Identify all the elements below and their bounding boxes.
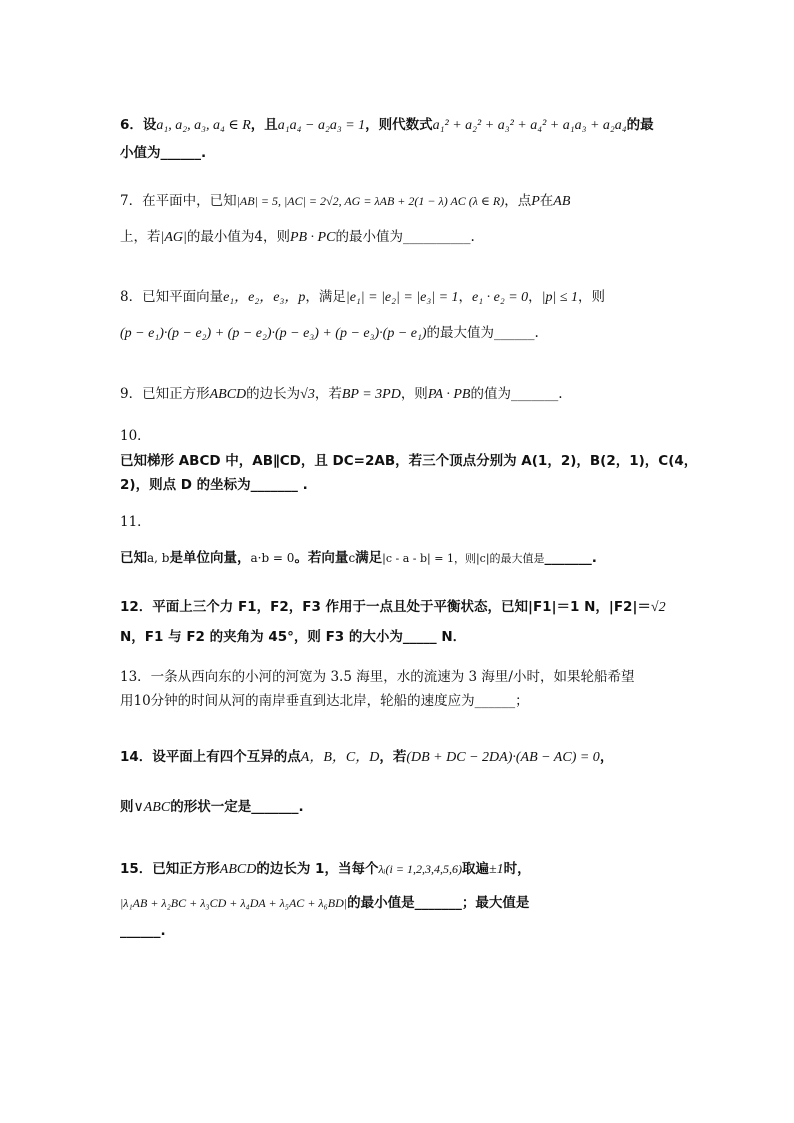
q10-line1: 已知梯形 ABCD 中，AB∥CD，且 DC=2AB，若三个顶点分别为 A(1，2)，B(2，1)，C(4， bbox=[120, 453, 698, 469]
q6-suffix: 的最 bbox=[626, 117, 654, 133]
q8-line2-suffix: 的最大值为______. bbox=[426, 325, 539, 341]
q8-suffix: ，则 bbox=[578, 289, 606, 305]
q11-suffix: _______. bbox=[544, 550, 597, 566]
q8-prefix: 8．已知平面向量 bbox=[120, 289, 224, 305]
q14-line2-suffix: 的形状一定是_______. bbox=[170, 799, 304, 815]
q11-mid3: 满足 bbox=[355, 550, 383, 566]
q14-math-condition: (DB + DC − 2DA)·(AB − AC) = 0 bbox=[406, 750, 600, 765]
q7-line2-mid: 的最小值为4，则 bbox=[186, 229, 290, 245]
q7-mid2: 在 bbox=[539, 193, 554, 209]
q6-line2: 小值为______. bbox=[120, 145, 207, 161]
q7-segment-ab: AB bbox=[553, 194, 571, 209]
q15-mid: 的边长为 1，当每个 bbox=[256, 861, 379, 877]
q8-math-sum: (p − e₁)·(p − e₂) + (p − e₂)·(p − e₃) + (p − e₃)·(p − e₁) bbox=[120, 326, 427, 341]
q6-math-set: a₁, a₂, a₃, a₄ ∈ R bbox=[156, 118, 251, 133]
question-13 bbox=[120, 666, 680, 712]
q6-prefix: 6．设 bbox=[120, 117, 157, 133]
q9-math-square: ABCD bbox=[209, 387, 247, 402]
question-10 bbox=[120, 425, 698, 496]
q7-math-pbpc: PB · PC bbox=[289, 230, 336, 245]
q14-suffix: ， bbox=[599, 749, 614, 765]
q11-math-dot: a·b = 0 bbox=[250, 551, 295, 565]
q9-mid2: ，若 bbox=[314, 386, 342, 402]
q11-number: 11． bbox=[120, 514, 151, 530]
q7-mid: ，点 bbox=[504, 193, 532, 209]
q8-sep2: ， bbox=[528, 289, 542, 305]
q9-math-condition: BP = 3PD bbox=[341, 387, 401, 402]
q9-suffix: 的值为_______. bbox=[470, 386, 563, 402]
q14-math-triangle: ∨ABC bbox=[133, 800, 171, 815]
q11-prefix: 已知 bbox=[120, 550, 147, 566]
q7-line2-suffix: 的最小值为__________. bbox=[335, 229, 475, 245]
q7-math-given: |AB| = 5, |AC| = 2√2, AG = λAB + 2(1 − λ) AC (λ ∈ R) bbox=[236, 194, 505, 208]
question-14 bbox=[120, 742, 680, 820]
q14-math-points: A，B，C，D bbox=[300, 750, 380, 765]
q10-number: 10． bbox=[120, 428, 151, 444]
q7-point-p: P bbox=[531, 194, 540, 209]
q9-prefix: 9．已知正方形 bbox=[120, 386, 210, 402]
q14-line2-prefix: 则 bbox=[120, 799, 134, 815]
q8-math-norms: |e₁| = |e₂| = |e₃| = 1 bbox=[345, 290, 459, 305]
q11-mid: 是单位向量， bbox=[169, 550, 251, 566]
q12-line1: 12．平面上三个力 F1，F2，F3 作用于一点且处于平衡状态，已知|F1|＝1 N，|F2|＝ bbox=[120, 599, 651, 615]
q6-mid: ，且 bbox=[250, 117, 278, 133]
question-11 bbox=[120, 511, 680, 571]
q11-mid2: 。若向量 bbox=[294, 550, 349, 566]
q12-line2: N，F1 与 F2 的夹角为 45°，则 F3 的大小为_____ N． bbox=[120, 629, 467, 645]
q15-line3: ______. bbox=[120, 923, 166, 939]
q9-math-side: √3 bbox=[300, 387, 315, 402]
q15-mid2: 取遍 bbox=[461, 861, 489, 877]
question-7 bbox=[120, 188, 680, 250]
q9-math-dot: PA · PB bbox=[427, 387, 471, 402]
q15-prefix: 15．已知正方形 bbox=[120, 861, 220, 877]
q15-math-square: ABCD bbox=[219, 862, 257, 877]
q9-mid: 的边长为 bbox=[246, 386, 301, 402]
q14-prefix: 14．设平面上有四个互异的点 bbox=[120, 749, 301, 765]
q8-math-vectors: e₁，e₂，e₃，p bbox=[223, 290, 306, 305]
question-12 bbox=[120, 594, 680, 648]
q11-math-ab: a, b bbox=[147, 551, 170, 565]
q6-mid2: ，则代数式 bbox=[365, 117, 433, 133]
q10-line2: 2)，则点 D 的坐标为_______ . bbox=[120, 477, 308, 493]
q15-line2-suffix: 的最小值是_______；最大值是 bbox=[347, 895, 530, 911]
question-9 bbox=[120, 381, 680, 407]
q13-line2: 用10分钟的时间从河的南岸垂直到达北岸，轮船的速度应为______； bbox=[120, 693, 529, 709]
q15-math-sum: |λ₁AB + λ₂BC + λ₃CD + λ₄DA + λ₅AC + λ₆BD| bbox=[120, 896, 348, 910]
q15-math-pm1: ±1 bbox=[488, 862, 504, 877]
q12-math-sqrt2: √2 bbox=[650, 600, 666, 615]
q8-mid: ，满足 bbox=[305, 289, 346, 305]
q13-line1: 13．一条从西向东的小河的河宽为 3.5 海里，水的流速为 3 海里/小时，如果轮船希望 bbox=[120, 669, 635, 685]
q6-math-expression: a₁² + a₂² + a₃² + a₄² + a₁a₃ + a₂a₄ bbox=[432, 118, 627, 133]
question-6 bbox=[120, 112, 680, 164]
q7-line2-prefix: 上，若 bbox=[120, 229, 161, 245]
q7-math-ag: |AG| bbox=[160, 230, 187, 245]
q8-sep: ， bbox=[458, 289, 473, 305]
question-15 bbox=[120, 856, 680, 942]
q9-mid3: ，则 bbox=[400, 386, 428, 402]
question-8 bbox=[120, 284, 680, 346]
q8-math-p-norm: |p| ≤ 1 bbox=[541, 290, 579, 305]
q6-math-condition: a₁a₄ − a₂a₃ = 1 bbox=[277, 118, 366, 133]
q11-math-condition: |c - a - b| = 1，则|c|的最大值是 bbox=[382, 552, 545, 565]
q7-prefix: 7．在平面中，已知 bbox=[120, 193, 237, 209]
q8-math-dot: e₁ · e₂ = 0 bbox=[472, 290, 529, 305]
q14-mid: ，若 bbox=[379, 749, 407, 765]
q15-math-lambda: λᵢ(i = 1,2,3,4,5,6) bbox=[378, 862, 462, 876]
q11-math-c: c bbox=[348, 551, 356, 565]
q15-suffix: 时， bbox=[503, 861, 531, 877]
